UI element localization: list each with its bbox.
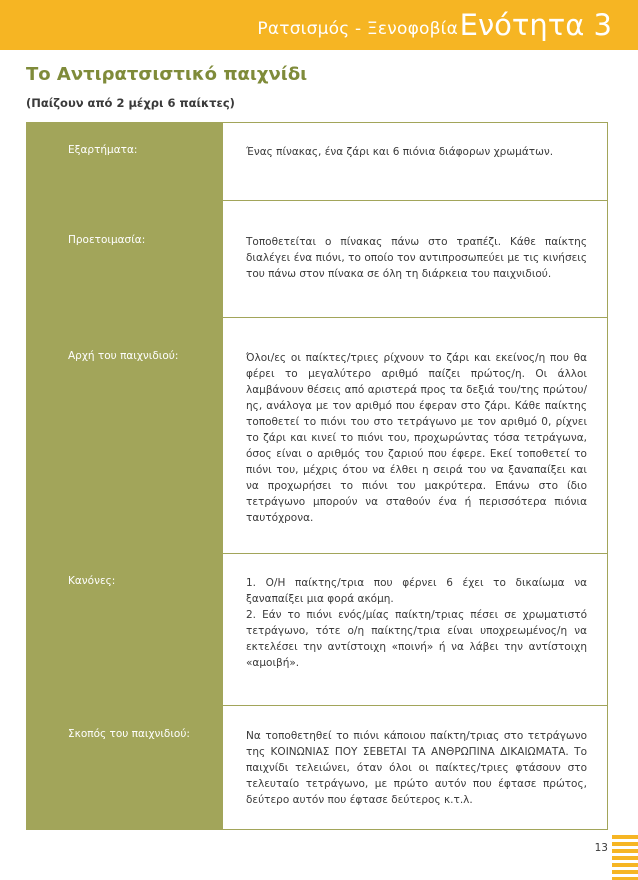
rule-text-line: Να τοποθετηθεί το πιόνι κάποιου παίκτη/τριας στο τετράγωνο της ΚΟΙΝΩΝΙΑΣ ΠΟΥ ΣΕΒΕΤΑΙ ΤΑ ΑΝΘΡΩΠΙΝΑ ΔΙΚΑΙΩΜΑΤΑ. Το παιχνίδι τελειώνει, όταν όλοι οι παίκτες/τριες φτάσουν στο τελευταίο τετράγωνο, με πρώτο αυτόν που έφτασε πρώτος, δεύτερο αυτόν που έφτασε δεύτερος κ.τ.λ.: [246, 730, 587, 806]
rule-label: Κανόνες:: [27, 554, 223, 705]
corner-stripes-decoration: [612, 835, 638, 880]
rule-label: Εξαρτήματα:: [27, 123, 223, 200]
rule-text-line: 2. Εάν το πιόνι ενός/μίας παίκτη/τριας πέσει σε χρωματιστό τετράγωνο, τότε ο/η παίκτης/τρια είναι υποχρεωμένος/η να εκτελέσει την αντίστοιχη «ποινή» ή να λάβει την αντίστοιχη «αμοιβή».: [246, 609, 587, 669]
rule-text-line: Ένας πίνακας, ένα ζάρι και 6 πιόνια διάφορων χρωμάτων.: [246, 146, 554, 158]
rule-label: Σκοπός του παιχνιδιού:: [27, 706, 223, 829]
page-number: 13: [594, 842, 608, 854]
rule-text-line: Όλοι/ες οι παίκτες/τριες ρίχνουν το ζάρι και εκείνος/η που θα φέρει το μεγαλύτερο αριθμό παίζει πρώτος/η. Οι άλλοι λαμβάνουν θέσεις από αριστερά προς τα δεξιά του/της πρώτου/ης, ανάλογα με τον αριθμό που έφεραν στο ζάρι. Κάθε παίκτης τοποθετεί το πιόνι του στο τετράγωνο με τον αριθμό 0, ρίχνει το ζάρι και κινεί το πιόνι του, προχωρώντας τόσα τετράγωνα, όσος είναι ο αριθμός του ζαριού που έφερε. Εκεί τοποθετεί το πιόνι του, μέχρις ότου να έλθει η σειρά του να ξαναπαίξει και να προχωρήσει το πιόνι του μακρύτερα. Επάνω στο ίδιο τετράγωνο μπορούν να σταθούν ένα ή περισσότερα πιόνια ταυτόχρονα.: [246, 352, 587, 524]
rule-row-preparation: [27, 200, 607, 317]
header-band: [0, 0, 638, 50]
page-title: Το Αντιρατσιστικό παιχνίδι: [26, 64, 308, 85]
header-subtitle: Ρατσισμός - Ξενοφοβία: [257, 19, 458, 39]
rules-table: [26, 122, 608, 830]
rule-row-start: [27, 317, 607, 553]
rule-row-goal: [27, 705, 607, 829]
rule-row-components: [27, 123, 607, 200]
rule-text: [223, 554, 607, 705]
page-subtitle: (Παίζουν από 2 μέχρι 6 παίκτες): [26, 96, 235, 110]
rule-row-rules: [27, 553, 607, 705]
rule-label: Αρχή του παιχνιδιού:: [27, 318, 223, 553]
rule-text: [223, 318, 607, 553]
rule-text-line: 1. Ο/Η παίκτης/τρια που φέρνει 6 έχει το δικαίωμα να ξαναπαίξει μια φορά ακόμη.: [246, 577, 587, 605]
rule-text: [223, 706, 607, 829]
rule-text-line: Τοποθετείται ο πίνακας πάνω στο τραπέζι. Κάθε παίκτης διαλέγει ένα πιόνι, το οποίο τον αντιπροσωπεύει με τις κινήσεις του πάνω στον πίνακα σε όλη τη διάρκεια του παιχνιδιού.: [246, 236, 587, 280]
rule-text: [223, 201, 607, 317]
rule-label: Προετοιμασία:: [27, 201, 223, 317]
rule-text: [223, 123, 607, 200]
header-title: Ενότητα 3: [459, 8, 612, 42]
